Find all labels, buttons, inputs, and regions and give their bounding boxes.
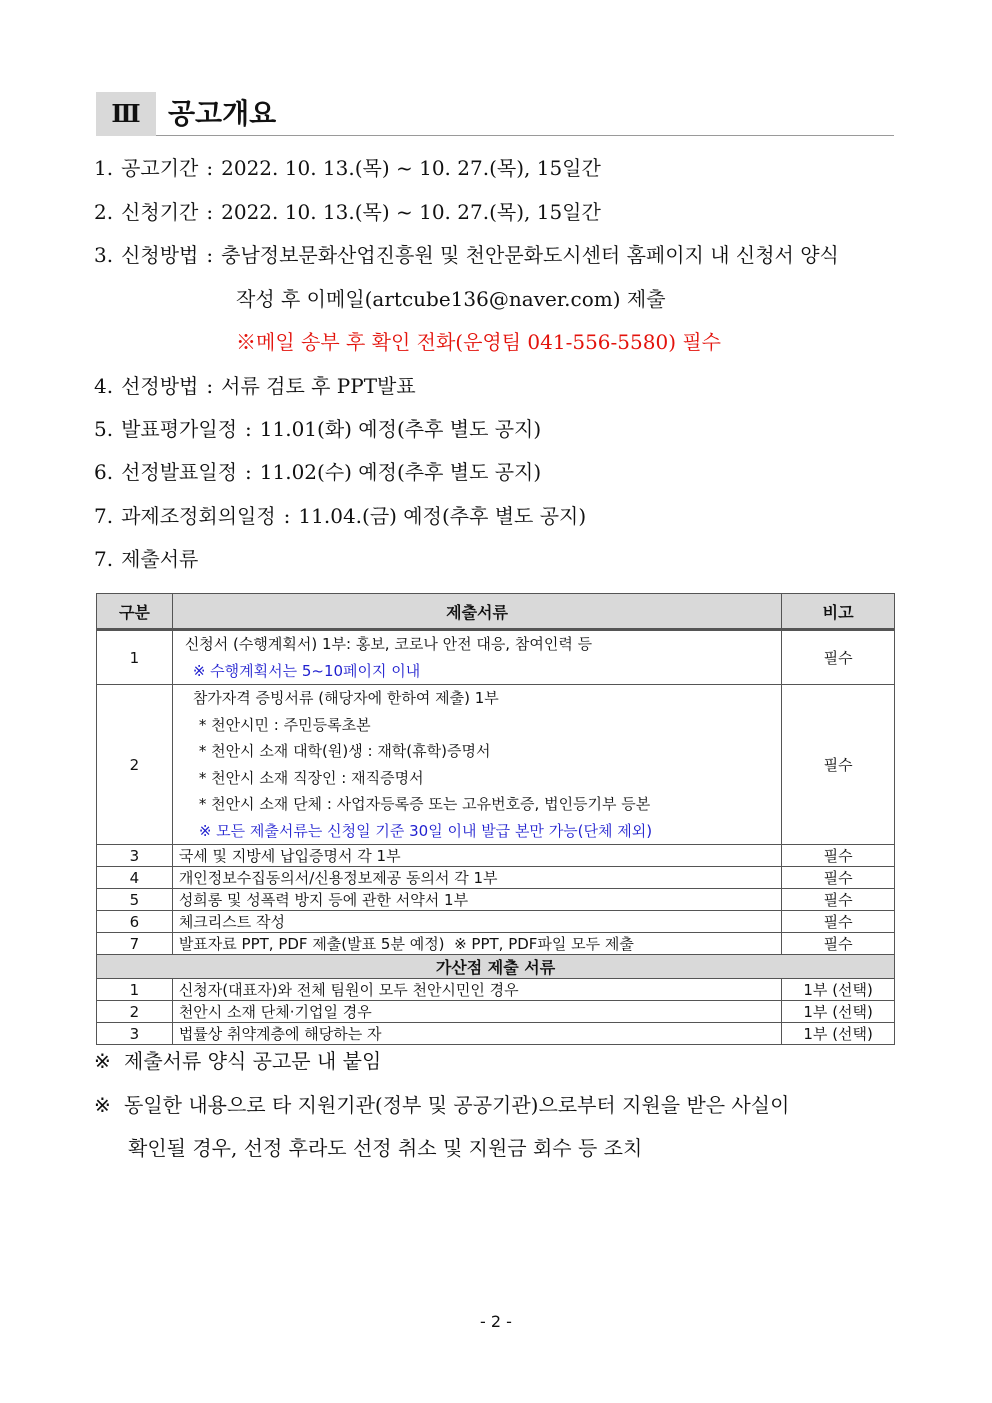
table-row: 5 성희롱 및 성폭력 방지 등에 관한 서약서 1부 필수 — [97, 889, 895, 911]
table-header-row — [97, 594, 895, 630]
item-application-period: 2. 신청기간 : 2022. 10. 13.(목) ~ 10. 27.(목), 15일간 — [94, 200, 601, 224]
item-period: 1. 공고기간 : 2022. 10. 13.(목) ~ 10. 27.(목), 15일간 — [94, 156, 601, 180]
table-row: 6 체크리스트 작성 필수 — [97, 911, 895, 933]
documents-table — [96, 593, 895, 1045]
bonus-row: 2 천안시 소재 단체·기업일 경우 1부 (선택) — [97, 1001, 895, 1023]
item-meeting-schedule: 7. 과제조정회의일정 : 11.04.(금) 예정(추후 별도 공지) — [94, 504, 587, 528]
item-documents: 7. 제출서류 — [94, 547, 199, 571]
header-documents: 제출서류 — [172, 594, 781, 630]
section-number: Ⅲ — [96, 92, 156, 136]
page-number: - 2 - — [480, 1312, 512, 1331]
section-underline — [156, 135, 894, 136]
table-row: 1 신청서 (수행계획서) 1부: 홍보, 코로나 안전 대응, 참여인력 등 ※ 수행계획서는 5~10페이지 이내 필수 — [97, 631, 895, 685]
table-row: 7 발표자료 PPT, PDF 제출(발표 5분 예정) ※ PPT, PDF파일 모두 제출 필수 — [97, 933, 895, 955]
item-presentation-schedule: 5. 발표평가일정 : 11.01(화) 예정(추후 별도 공지) — [94, 417, 542, 441]
item-selection-method: 4. 선정방법 : 서류 검토 후 PPT발표 — [94, 374, 416, 398]
note-form-attached: ※ 제출서류 양식 공고문 내 붙임 — [94, 1049, 382, 1073]
item-application-method-cont: 작성 후 이메일(artcube136@naver.com) 제출 — [236, 287, 666, 311]
item-application-method: 3. 신청방법 : 충남정보문화산업진흥원 및 천안문화도시센터 홈페이지 내 신청서 양식 — [94, 243, 839, 267]
table-row: 3 국세 및 지방세 납입증명서 각 1부 필수 — [97, 845, 895, 867]
bonus-row: 1 신청자(대표자)와 전체 팀원이 모두 천안시민인 경우 1부 (선택) — [97, 979, 895, 1001]
section-header — [96, 92, 894, 136]
bonus-header-row: 가산점 제출 서류 — [97, 955, 895, 979]
header-category: 구분 — [97, 594, 173, 630]
header-remarks: 비고 — [782, 594, 895, 630]
note-duplicate-support-cont: 확인될 경우, 선정 후라도 선정 취소 및 지원금 회수 등 조치 — [128, 1136, 643, 1160]
section-title: 공고개요 — [168, 97, 277, 130]
note-duplicate-support: ※ 동일한 내용으로 타 지원기관(정부 및 공공기관)으로부터 지원을 받은 사실이 — [94, 1093, 790, 1117]
bonus-row: 3 법률상 취약계층에 해당하는 자 1부 (선택) — [97, 1023, 895, 1045]
item-announcement-schedule: 6. 선정발표일정 : 11.02(수) 예정(추후 별도 공지) — [94, 460, 542, 484]
table-row: 4 개인정보수집동의서/신용정보제공 동의서 각 1부 필수 — [97, 867, 895, 889]
item-application-method-note: ※메일 송부 후 확인 전화(운영팀 041-556-5580) 필수 — [236, 330, 721, 354]
table-row: 2 참가자격 증빙서류 (해당자에 한하여 제출) 1부 * 천안시민 : 주민등록초본 * 천안시 소재 대학(원)생 : 재학(휴학)증명서 * 천안시 소재 직장인 : 재직증명서 * 천안시 소재 단체 : 사업자등록증 또는 고유번호증, 법인등기부 등본 ※ 모든 제출서류는 신청일 기준 30일 이내 발급 본만 가능(단체 제외) 필수 — [97, 685, 895, 845]
reference-mark-icon: ※ — [94, 1093, 111, 1117]
reference-mark-icon: ※ — [94, 1049, 111, 1073]
